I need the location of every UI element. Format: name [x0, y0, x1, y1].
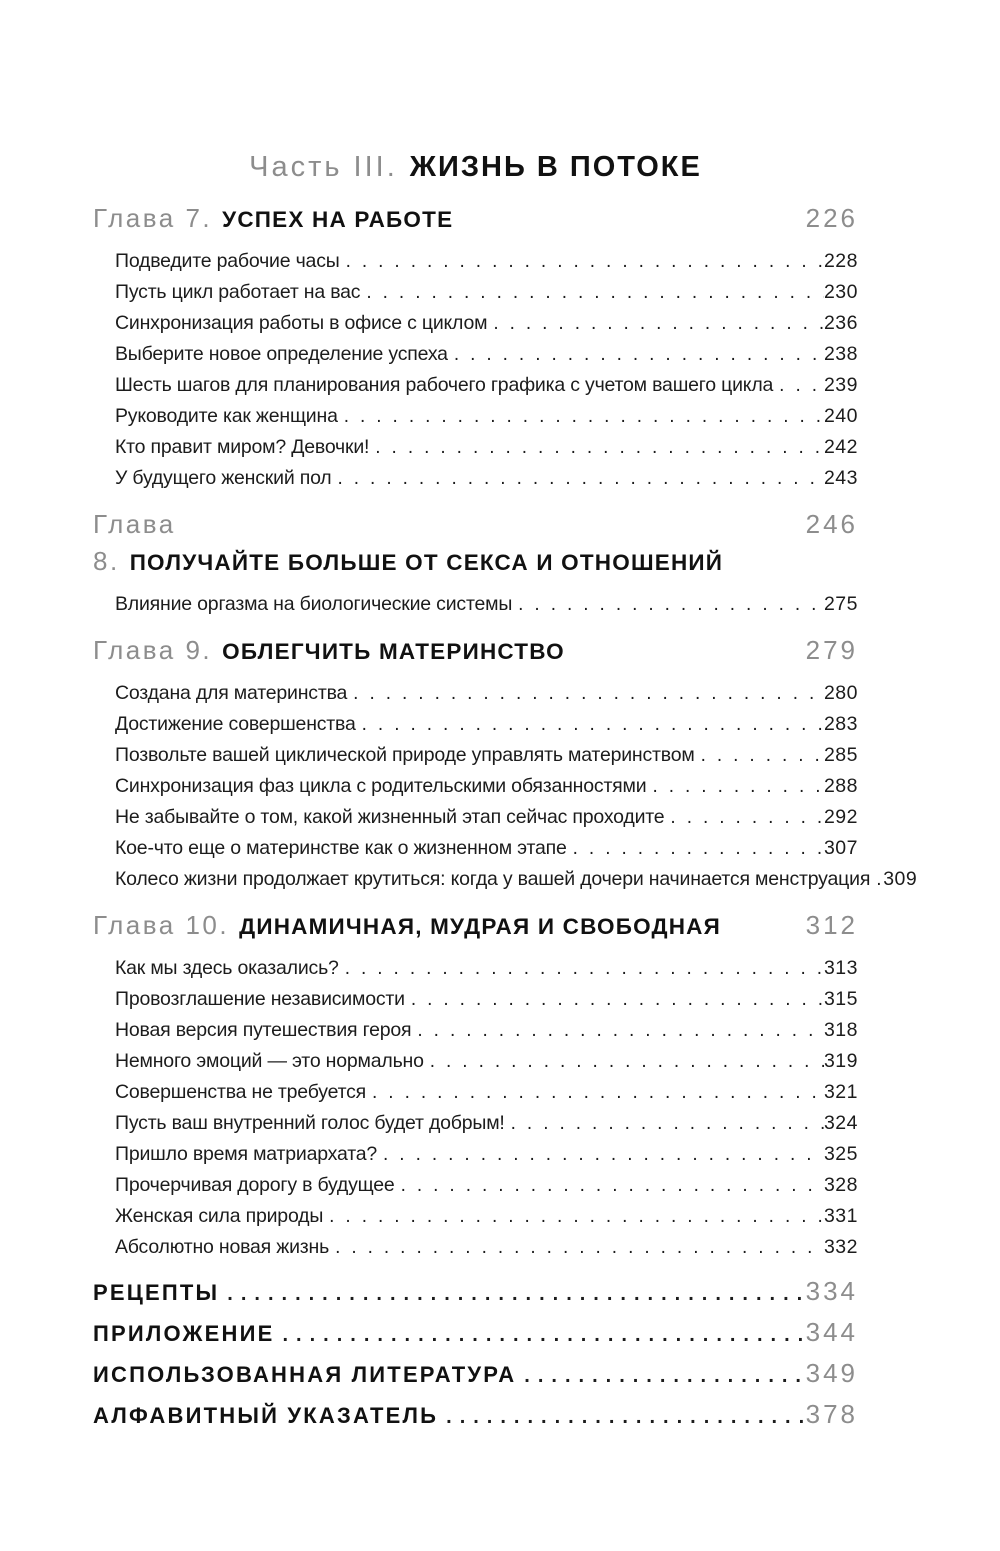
- toc-entry: [115, 802, 858, 833]
- back-matter-title: РЕЦЕПТЫ: [93, 1280, 220, 1305]
- toc-entry-page-number: 228: [823, 250, 858, 272]
- toc-entry-page-number: 313: [823, 957, 858, 979]
- dot-leader: [395, 1170, 824, 1201]
- chapter-heading-text: [93, 508, 794, 582]
- toc-entry: [115, 589, 858, 620]
- dot-leader: [347, 678, 824, 709]
- dot-leader: [339, 953, 824, 984]
- toc-entry-page-number: 239: [823, 374, 858, 396]
- dot-leader: [219, 1276, 805, 1314]
- chapter-title: ПОЛУЧАЙТЕ БОЛЬШЕ ОТ СЕКСА И ОТНОШЕНИЙ: [129, 550, 724, 575]
- toc-entry-title: Абсолютно новая жизнь: [115, 1236, 330, 1258]
- toc-entry: [115, 953, 858, 984]
- toc-entry-title: Пусть цикл работает на вас: [115, 281, 361, 303]
- toc-entry-title: Кое-что еще о материнстве как о жизненном этапе: [115, 837, 567, 859]
- chapter-entries: [93, 953, 858, 1263]
- toc-entry-title: Прочерчивая дорогу в будущее: [115, 1174, 395, 1196]
- chapter-entries: [93, 246, 858, 494]
- dot-leader: [411, 1015, 824, 1046]
- toc-entry: [115, 463, 858, 494]
- toc-entry-title: Кто правит миром? Девочки!: [115, 436, 370, 458]
- toc-entry: [115, 1201, 858, 1232]
- chapter-heading: [93, 634, 858, 671]
- toc-entry-page-number: 283: [823, 713, 858, 735]
- dot-leader: [870, 864, 883, 895]
- dot-leader: [424, 1046, 824, 1077]
- toc-entry-title: У будущего женский пол: [115, 467, 332, 489]
- toc-entry-title: Достижение совершенства: [115, 713, 356, 735]
- toc-entry-title: Шесть шагов для планирования рабочего графика с учетом вашего цикла: [115, 374, 774, 396]
- toc-entry-page-number: 280: [823, 682, 858, 704]
- toc-entry-page-number: 292: [823, 806, 858, 828]
- dot-leader: [332, 463, 824, 494]
- dot-leader: [516, 1358, 805, 1396]
- toc-entry: [115, 1046, 858, 1077]
- chapter-number-label: Глава 7.: [93, 203, 213, 233]
- toc-entry: [115, 1108, 858, 1139]
- chapters-container: [93, 202, 918, 1263]
- chapter-block: [93, 202, 858, 494]
- dot-leader: [773, 370, 824, 401]
- toc-entry-page-number: 288: [823, 775, 858, 797]
- toc-entry-page-number: 318: [823, 1019, 858, 1041]
- toc-entry: [115, 401, 858, 432]
- back-matter-page-number: 344: [805, 1317, 858, 1347]
- dot-leader: [356, 709, 824, 740]
- toc-entry-page-number: 275: [823, 593, 858, 615]
- back-matter-entry: [93, 1396, 858, 1437]
- toc-entry-title: Позвольте вашей циклической природе управлять материнством: [115, 744, 695, 766]
- dot-leader: [323, 1201, 824, 1232]
- toc-entry-title: Подведите рабочие часы: [115, 250, 340, 272]
- part-number-label: Часть III.: [249, 151, 398, 183]
- toc-entry-title: Выберите новое определение успеха: [115, 343, 448, 365]
- dot-leader: [448, 339, 824, 370]
- toc-entry: [115, 277, 858, 308]
- toc-entry-page-number: 242: [823, 436, 858, 458]
- toc-entry: [115, 771, 858, 802]
- chapter-title: УСПЕХ НА РАБОТЕ: [222, 207, 454, 232]
- toc-entry-page-number: 325: [823, 1143, 858, 1165]
- chapter-entries: [93, 678, 918, 895]
- toc-entry-title: Колесо жизни продолжает крутиться: когда у вашей дочери начинается менструация: [115, 868, 871, 890]
- back-matter-page-number: 349: [805, 1358, 858, 1388]
- back-matter-entry: [93, 1273, 858, 1314]
- chapter-block: [93, 634, 918, 895]
- toc-content: [93, 148, 918, 1437]
- chapter-title: ДИНАМИЧНАЯ, МУДРАЯ И СВОБОДНАЯ: [239, 914, 721, 939]
- dot-leader: [329, 1232, 824, 1263]
- chapter-page-number: 226: [805, 203, 858, 233]
- toc-entry-page-number: 315: [823, 988, 858, 1010]
- chapter-page-number: 279: [805, 635, 858, 665]
- chapter-heading-text: [93, 202, 453, 239]
- dot-leader: [664, 802, 824, 833]
- chapter-heading: [93, 508, 858, 582]
- back-matter-title: АЛФАВИТНЫЙ УКАЗАТЕЛЬ: [93, 1403, 439, 1428]
- toc-entry-title: Пришло время матриархата?: [115, 1143, 378, 1165]
- dot-leader: [405, 984, 824, 1015]
- chapter-block: [93, 508, 858, 620]
- toc-entry-title: Совершенства не требуется: [115, 1081, 367, 1103]
- toc-entry: [115, 984, 858, 1015]
- chapter-heading-text: [93, 634, 565, 671]
- dot-leader: [366, 1077, 824, 1108]
- dot-leader: [340, 246, 824, 277]
- dot-leader: [360, 277, 824, 308]
- toc-entry: [115, 1015, 858, 1046]
- toc-entry: [115, 1232, 858, 1263]
- dot-leader: [369, 432, 824, 463]
- back-matter-page-number: 378: [805, 1399, 858, 1429]
- toc-entry: [115, 740, 858, 771]
- toc-entry-title: Немного эмоций — это нормально: [115, 1050, 424, 1072]
- toc-entry-title: Новая версия путешествия героя: [115, 1019, 412, 1041]
- toc-entry: [115, 370, 858, 401]
- dot-leader: [695, 740, 824, 771]
- chapter-block: [93, 909, 858, 1263]
- dot-leader: [505, 1108, 824, 1139]
- toc-entry-page-number: 230: [823, 281, 858, 303]
- toc-entry: [115, 709, 858, 740]
- back-matter-title: ПРИЛОЖЕНИЕ: [93, 1321, 275, 1346]
- toc-entry-page-number: 309: [883, 868, 918, 890]
- toc-entry-page-number: 324: [823, 1112, 858, 1134]
- toc-entry-title: Не забывайте о том, какой жизненный этап сейчас проходите: [115, 806, 665, 828]
- toc-entry-page-number: 243: [823, 467, 858, 489]
- toc-entry: [115, 432, 858, 463]
- toc-entry: [115, 833, 858, 864]
- toc-entry-page-number: 332: [823, 1236, 858, 1258]
- dot-leader: [438, 1399, 805, 1437]
- toc-entry-page-number: 236: [823, 312, 858, 334]
- dot-leader: [338, 401, 824, 432]
- chapter-page-number: 246: [805, 509, 858, 539]
- toc-entry-title: Пусть ваш внутренний голос будет добрым!: [115, 1112, 505, 1134]
- toc-entry-title: Создана для материнства: [115, 682, 348, 704]
- toc-entry: [115, 678, 858, 709]
- toc-entry-page-number: 331: [823, 1205, 858, 1227]
- toc-entry-page-number: 307: [823, 837, 858, 859]
- toc-entry-page-number: 328: [823, 1174, 858, 1196]
- chapter-heading: [93, 202, 858, 239]
- toc-entry-title: Женская сила природы: [115, 1205, 324, 1227]
- toc-entry-page-number: 240: [823, 405, 858, 427]
- chapter-entries: [93, 589, 858, 620]
- toc-entry-page-number: 238: [823, 343, 858, 365]
- dot-leader: [567, 833, 824, 864]
- chapter-heading-text: [93, 909, 721, 946]
- dot-leader: [512, 589, 824, 620]
- toc-entry: [115, 1139, 858, 1170]
- toc-entry-page-number: 321: [823, 1081, 858, 1103]
- part-title: [93, 148, 858, 191]
- toc-entry: [115, 1077, 858, 1108]
- back-matter-container: [93, 1273, 858, 1437]
- toc-entry-page-number: 285: [823, 744, 858, 766]
- toc-entry: [115, 1170, 858, 1201]
- part-name: ЖИЗНЬ В ПОТОКЕ: [409, 151, 702, 183]
- back-matter-entry: [93, 1314, 858, 1355]
- toc-entry-title: Провозглашение независимости: [115, 988, 405, 1010]
- dot-leader: [275, 1317, 806, 1355]
- toc-entry-title: Руководите как женщина: [115, 405, 338, 427]
- chapter-number-label: Глава 9.: [93, 635, 213, 665]
- dot-leader: [646, 771, 824, 802]
- back-matter-entry: [93, 1355, 858, 1396]
- toc-entry-title: Синхронизация фаз цикла с родительскими обязанностями: [115, 775, 647, 797]
- dot-leader: [377, 1139, 824, 1170]
- back-matter-page-number: 334: [805, 1276, 858, 1306]
- toc-entry: [115, 308, 858, 339]
- toc-entry: [115, 339, 858, 370]
- toc-entry: [115, 864, 918, 895]
- chapter-page-number: 312: [805, 910, 858, 940]
- back-matter-title: ИСПОЛЬЗОВАННАЯ ЛИТЕРАТУРА: [93, 1362, 517, 1387]
- dot-leader: [487, 308, 824, 339]
- chapter-number-label: Глава 8.: [93, 509, 176, 576]
- toc-entry-title: Как мы здесь оказались?: [115, 957, 339, 979]
- chapter-heading: [93, 909, 858, 946]
- toc-entry: [115, 246, 858, 277]
- chapter-number-label: Глава 10.: [93, 910, 230, 940]
- toc-entry-title: Синхронизация работы в офисе с циклом: [115, 312, 488, 334]
- chapter-title: ОБЛЕГЧИТЬ МАТЕРИНСТВО: [222, 639, 565, 664]
- toc-entry-title: Влияние оргазма на биологические системы: [115, 593, 513, 615]
- toc-entry-page-number: 319: [823, 1050, 858, 1072]
